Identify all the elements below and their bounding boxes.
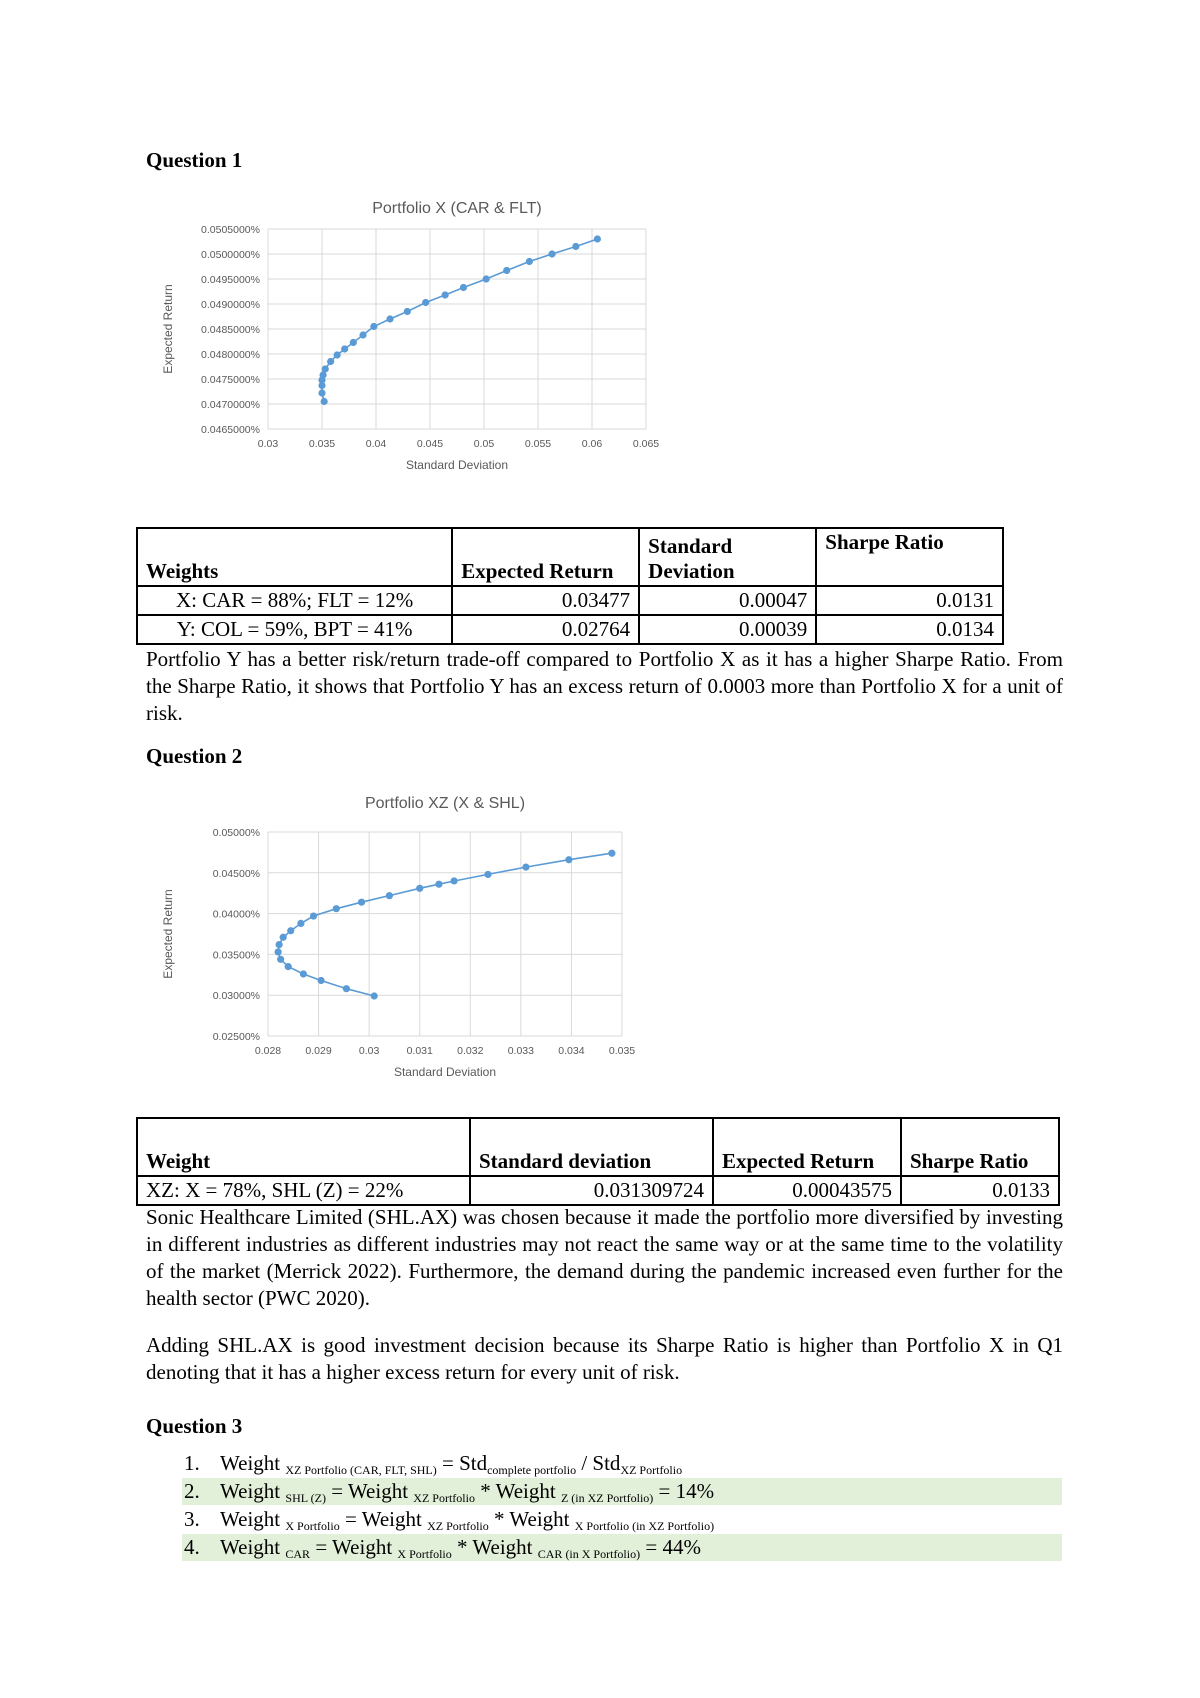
table-row xyxy=(137,1176,1059,1205)
x-tick-label: 0.033 xyxy=(507,1045,534,1057)
data-point xyxy=(416,885,423,892)
formula-subscript: XZ Portfolio (CAR, FLT, SHL) xyxy=(285,1463,437,1477)
expected-return-cell: 0.02764 xyxy=(452,615,639,644)
y-axis-label: Expected Return xyxy=(161,284,175,374)
formula-text: = Weight xyxy=(339,1507,428,1531)
series-line xyxy=(278,853,612,996)
data-point xyxy=(404,308,411,315)
x-tick-label: 0.035 xyxy=(608,1045,636,1057)
data-point xyxy=(297,920,304,927)
formula-line-4 xyxy=(182,1534,1062,1561)
formula-subscript: complete portfolio xyxy=(487,1463,577,1477)
formula-text: Weight xyxy=(220,1535,286,1559)
y-axis-label: Expected Return xyxy=(161,889,175,979)
y-tick-label: 0.04000% xyxy=(212,908,260,921)
x-tick-label: 0.031 xyxy=(406,1045,433,1057)
x-tick-label: 0.03 xyxy=(358,1045,380,1057)
formula-subscript: X Portfolio xyxy=(397,1547,452,1561)
y-tick-label: 0.0465000% xyxy=(201,424,260,436)
question-2-heading: Question 2 xyxy=(146,744,243,768)
q2-results-table xyxy=(136,1117,1060,1206)
data-point xyxy=(287,927,294,934)
list-number: 2. xyxy=(184,1479,200,1503)
formula-text: / Std xyxy=(576,1451,621,1475)
data-point xyxy=(358,899,365,906)
data-point xyxy=(300,970,307,977)
data-point xyxy=(285,963,292,970)
data-point xyxy=(526,258,533,265)
data-point xyxy=(310,912,317,919)
expected-return-cell: 0.03477 xyxy=(452,586,639,615)
header-expected-return: Expected Return xyxy=(452,528,639,586)
formula-text: * Weight xyxy=(451,1535,538,1559)
q2-answer-paragraph-1: Sonic Healthcare Limited (SHL.AX) was chosen because it made the portfolio more diversified by investing in different industries as different industries may not react the same way or at the same time to the volatility of the market (Merrick 2022). Furthermore, the demand during the pandemic increased even further for the health sector (PWC 2020). xyxy=(146,1205,1063,1310)
data-point xyxy=(548,250,555,257)
formula-subscript: CAR (in X Portfolio) xyxy=(537,1547,641,1561)
y-tick-label: 0.0475000% xyxy=(201,374,260,386)
data-point xyxy=(503,267,510,274)
standard-deviation-cell: 0.031309724 xyxy=(470,1176,713,1205)
header-sharpe-ratio: Sharpe Ratio xyxy=(901,1118,1059,1176)
formula-text: * Weight xyxy=(488,1507,575,1531)
header-expected-return: Expected Return xyxy=(713,1118,901,1176)
y-tick-label: 0.04500% xyxy=(212,867,260,880)
chart-title: Portfolio X (CAR & FLT) xyxy=(372,200,542,217)
question-1-heading: Question 1 xyxy=(146,148,243,172)
data-point xyxy=(341,345,348,352)
data-point xyxy=(386,315,393,322)
sharpe-ratio-cell: 0.0131 xyxy=(816,586,1003,615)
formula-text: Weight xyxy=(220,1479,286,1503)
x-tick-label: 0.06 xyxy=(581,438,603,450)
x-tick-label: 0.04 xyxy=(365,438,387,450)
header-sharpe-ratio: Sharpe Ratio xyxy=(816,528,1003,586)
formula-result: = 44% xyxy=(640,1535,701,1559)
formula-text: Weight xyxy=(220,1451,286,1475)
formula-line-1 xyxy=(182,1450,1062,1477)
q1-answer-paragraph: Portfolio Y has a better risk/return trade-off compared to Portfolio X as it has a higher Sharpe Ratio. From the Sharpe Ratio, it shows that Portfolio Y has an excess return of 0.0003 more than Portfolio X for a unit of risk. xyxy=(146,647,1063,725)
x-tick-label: 0.03 xyxy=(257,438,279,450)
chart-svg xyxy=(160,790,680,1090)
formula-subscript: XZ Portfolio xyxy=(427,1519,489,1533)
data-point xyxy=(276,941,283,948)
table-header-row xyxy=(137,528,1003,586)
x-axis-label: Standard Deviation xyxy=(405,458,509,472)
table-row xyxy=(137,586,1003,615)
list-number: 4. xyxy=(184,1535,200,1559)
formula-subscript: X Portfolio (in XZ Portfolio) xyxy=(574,1519,715,1533)
q2-answer-paragraph-2: Adding SHL.AX is good investment decision because its Sharpe Ratio is higher than Portfolio X in Q1 denoting that it has a higher excess return for every unit of risk. xyxy=(146,1333,1063,1384)
question-3-heading: Question 3 xyxy=(146,1414,243,1438)
data-point xyxy=(318,977,325,984)
data-point xyxy=(451,877,458,884)
data-point xyxy=(386,892,393,899)
formula-subscript: SHL (Z) xyxy=(285,1491,326,1505)
data-point xyxy=(280,934,287,941)
data-point xyxy=(321,398,328,405)
weights-cell: Y: COL = 59%, BPT = 41% xyxy=(137,615,452,644)
x-tick-label: 0.045 xyxy=(416,438,444,450)
data-point xyxy=(277,956,284,963)
formula-text: = Weight xyxy=(310,1535,398,1559)
q1-results-table xyxy=(136,527,1004,645)
data-point xyxy=(318,389,325,396)
portfolio-xz-chart xyxy=(160,790,680,1090)
data-point xyxy=(484,871,491,878)
standard-deviation-cell: 0.00039 xyxy=(639,615,816,644)
formula-subscript: Z (in XZ Portfolio) xyxy=(560,1491,654,1505)
data-point xyxy=(322,365,329,372)
formula-subscript: CAR xyxy=(285,1547,311,1561)
header-weights: Weights xyxy=(137,528,452,586)
y-tick-label: 0.0470000% xyxy=(201,399,260,411)
data-point xyxy=(483,275,490,282)
list-number: 1. xyxy=(184,1451,200,1475)
weight-cell: XZ: X = 78%, SHL (Z) = 22% xyxy=(137,1176,470,1205)
sharpe-ratio-cell: 0.0133 xyxy=(901,1176,1059,1205)
data-point xyxy=(371,992,378,999)
data-point xyxy=(350,339,357,346)
formula-text: = Std xyxy=(436,1451,488,1475)
portfolio-x-chart xyxy=(160,195,680,495)
formula-subscript: X Portfolio xyxy=(285,1519,340,1533)
y-tick-label: 0.0480000% xyxy=(201,349,260,361)
data-point xyxy=(565,856,572,863)
chart-svg xyxy=(160,195,680,495)
x-tick-label: 0.034 xyxy=(558,1045,585,1057)
y-tick-label: 0.03500% xyxy=(212,949,260,962)
data-point xyxy=(422,299,429,306)
x-tick-label: 0.055 xyxy=(524,438,552,450)
table-row xyxy=(137,615,1003,644)
header-standard-deviation: Standard Deviation xyxy=(639,528,816,586)
data-point xyxy=(572,243,579,250)
data-point xyxy=(343,985,350,992)
x-tick-label: 0.032 xyxy=(457,1045,484,1057)
y-tick-label: 0.03000% xyxy=(212,990,260,1003)
y-tick-label: 0.0500000% xyxy=(201,249,260,261)
y-tick-label: 0.0485000% xyxy=(201,324,260,336)
header-weight: Weight xyxy=(137,1118,470,1176)
data-point xyxy=(435,881,442,888)
data-point xyxy=(370,323,377,330)
chart-title: Portfolio XZ (X & SHL) xyxy=(364,795,526,812)
formula-text: * Weight xyxy=(474,1479,561,1503)
data-point xyxy=(275,948,282,955)
data-point xyxy=(359,331,366,338)
data-point xyxy=(327,358,334,365)
x-axis-label: Standard Deviation xyxy=(393,1065,497,1079)
series-line xyxy=(322,239,597,402)
data-point xyxy=(460,284,467,291)
x-tick-label: 0.035 xyxy=(308,438,336,450)
formula-subscript: XZ Portfolio xyxy=(413,1491,475,1505)
y-tick-label: 0.0505000% xyxy=(201,224,260,236)
data-point xyxy=(522,863,529,870)
y-tick-label: 0.0495000% xyxy=(201,274,260,286)
y-tick-label: 0.05000% xyxy=(212,827,260,839)
data-point xyxy=(594,235,601,242)
formula-text: = Weight xyxy=(325,1479,414,1503)
formula-result: = 14% xyxy=(653,1479,715,1503)
data-point xyxy=(608,850,615,857)
formula-line-2 xyxy=(182,1478,1062,1505)
data-point xyxy=(334,351,341,358)
formula-line-3 xyxy=(182,1506,1062,1533)
y-tick-label: 0.02500% xyxy=(212,1031,260,1043)
weights-cell: X: CAR = 88%; FLT = 12% xyxy=(137,586,452,615)
formula-text: Weight xyxy=(220,1507,286,1531)
list-number: 3. xyxy=(184,1507,200,1531)
data-point xyxy=(442,291,449,298)
x-tick-label: 0.05 xyxy=(473,438,495,450)
x-tick-label: 0.028 xyxy=(254,1045,282,1057)
x-tick-label: 0.065 xyxy=(632,438,660,450)
y-tick-label: 0.0490000% xyxy=(201,299,260,311)
standard-deviation-cell: 0.00047 xyxy=(639,586,816,615)
sharpe-ratio-cell: 0.0134 xyxy=(816,615,1003,644)
header-standard-deviation: Standard deviation xyxy=(470,1118,713,1176)
table-header-row xyxy=(137,1118,1059,1176)
x-tick-label: 0.029 xyxy=(305,1045,332,1057)
expected-return-cell: 0.00043575 xyxy=(713,1176,901,1205)
data-point xyxy=(333,905,340,912)
formula-subscript: XZ Portfolio xyxy=(620,1463,683,1477)
